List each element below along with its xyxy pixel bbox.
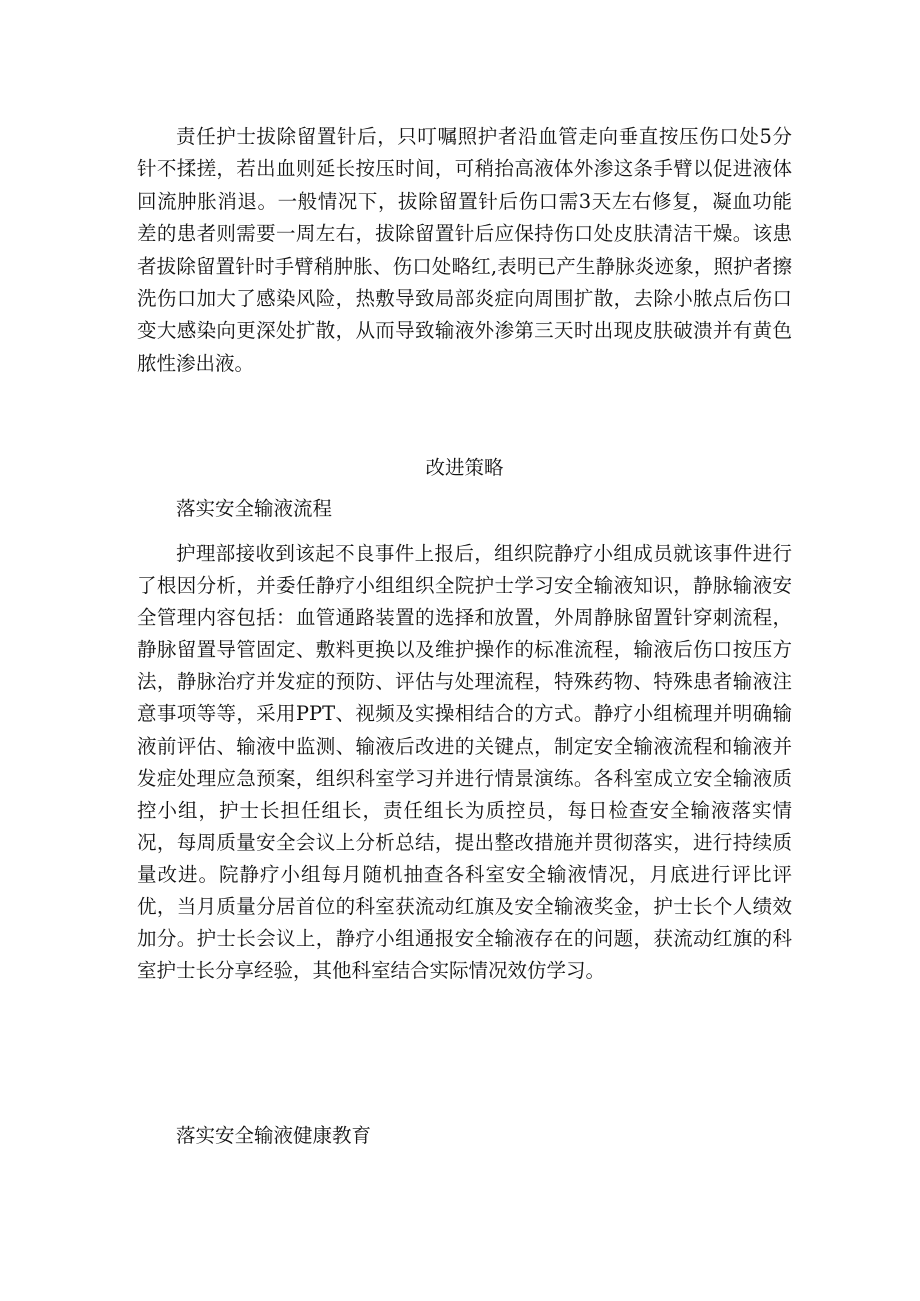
section-heading-improvement-strategy: 改进策略 — [425, 456, 504, 479]
body-paragraph-wound-care: 责任护士拔除留置针后，只叮嘱照护者沿血管走向垂直按压伤口处5分针不揉搓，若出血则延长按压时间，可稍抬高液体外渗这条手臂以促进液体回流肿胀消退。一般情况下，拔除留置针后伤口需3天左右修复，凝血功能差的患者则需要一周左右，拔除留置针后应保持伤口处皮肤清洁干燥。该患者拔除留置针时手臂稍肿胀、伤口处略红,表明已产生静脉炎迹象，照护者擦洗伤口加大了感染风险，热敷导致局部炎症向周围扩散，去除小脓点后伤口变大感染向更深处扩散，从而导致输液外渗第三天时出现皮肤破溃并有黄色脓性渗出液。 — [137, 125, 792, 375]
body-paragraph-infusion-management: 护理部接收到该起不良事件上报后，组织院静疗小组成员就该事件进行了根因分析，并委任静疗小组组织全院护士学习安全输液知识，静脉输液安全管理内容包括：血管通路装置的选择和放置，外周静脉留置针穿刺流程，静脉留置导管固定、敷料更换以及维护操作的标准流程，输液后伤口按压方法，静脉治疗并发症的预防、评估与处理流程，特殊药物、特殊患者输液注意事项等等，采用PPT、视频及实操相结合的方式。静疗小组梳理并明确输液前评估、输液中监测、输液后改进的关键点，制定安全输液流程和输液并发症处理应急预案，组织科室学习并进行情景演练。各科室成立安全输液质控小组，护士长担任组长，责任组长为质控员，每日检查安全输液落实情况，每周质量安全会议上分析总结，提出整改措施并贯彻落实，进行持续质量改进。院静疗小组每月随机抽查各科室安全输液情况，月底进行评比评优，当月质量分居首位的科室获流动红旗及安全输液奖金，护士长个人绩效加分。护士长会议上，静疗小组通报安全输液存在的问题，获流动红旗的科室护士长分享经验，其他科室结合实际情况效仿学习。 — [137, 542, 792, 983]
subheading-safe-infusion-education: 落实安全输液健康教育 — [176, 1124, 372, 1147]
subheading-safe-infusion-process: 落实安全输液流程 — [176, 497, 333, 520]
